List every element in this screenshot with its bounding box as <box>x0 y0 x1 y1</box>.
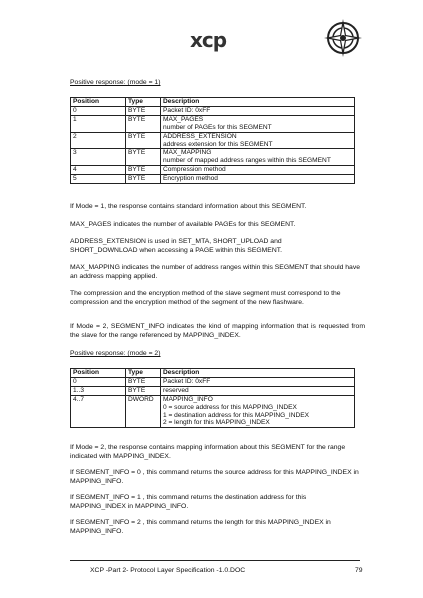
mode2-response-table <box>70 368 355 428</box>
paragraph: If SEGMENT_INFO = 2 , this command returns the length for this MAPPING_INDEX in MAPPING_INFO. <box>70 519 331 535</box>
cell-position: 2 <box>71 132 126 149</box>
cell-position: 1..3 <box>71 386 126 395</box>
cell-description <box>161 395 355 428</box>
cell-description <box>161 115 355 132</box>
page-number: 79 <box>355 567 363 574</box>
mode1-response-table <box>70 97 355 184</box>
cell-description: Packet ID: 0xFF <box>161 377 355 386</box>
cell-type: BYTE <box>126 132 161 149</box>
cell-type: BYTE <box>126 106 161 115</box>
desc-line: 0 = source address for this MAPPING_INDEX <box>163 403 297 411</box>
cell-type: BYTE <box>126 377 161 386</box>
cell-type: BYTE <box>126 166 161 175</box>
desc-line: number of mapped address ranges within this SEGMENT <box>163 157 331 165</box>
cell-description: Compression method <box>161 166 355 175</box>
cell-position: 3 <box>71 149 126 166</box>
compass-logo-icon <box>323 18 363 58</box>
section1-heading: Positive response: (mode = 1) <box>70 79 161 86</box>
desc-line: ADDRESS_EXTENSION <box>163 132 237 140</box>
cell-type: BYTE <box>126 386 161 395</box>
col-type: Type <box>126 98 161 107</box>
table-row <box>71 115 355 132</box>
cell-type: BYTE <box>126 149 161 166</box>
desc-line: MAX_PAGES <box>163 115 204 123</box>
table-row <box>71 377 355 386</box>
cell-position: 4 <box>71 166 126 175</box>
table-row <box>71 106 355 115</box>
brand-logo-text: xcp <box>190 28 227 52</box>
paragraph: If SEGMENT_INFO = 1 , this command returns the destination address for this MAPPING_INDEX in MAPPING_INFO. <box>70 494 307 510</box>
cell-position: 0 <box>71 106 126 115</box>
cell-description: Encryption method <box>161 175 355 184</box>
table-row <box>71 149 355 166</box>
paragraph: If Mode = 2, SEGMENT_INFO indicates the kind of mapping information that is requested from the slave for the range referenced by MAPPING_INDEX. <box>70 323 365 339</box>
col-position: Position <box>71 98 126 107</box>
table-row <box>71 132 355 149</box>
paragraph: If SEGMENT_INFO = 0 , this command returns the source address for this MAPPING_INDEX in MAPPING_INFO. <box>70 469 359 485</box>
cell-position: 0 <box>71 377 126 386</box>
table-row <box>71 386 355 395</box>
section2-heading: Positive response: (mode = 2) <box>70 350 161 357</box>
paragraph: MAX_PAGES indicates the number of available PAGEs for this SEGMENT. <box>70 221 296 228</box>
desc-line: MAPPING_INFO <box>163 395 213 403</box>
col-description: Description <box>161 98 355 107</box>
table-header-row <box>71 369 355 378</box>
table-row <box>71 166 355 175</box>
cell-type: BYTE <box>126 175 161 184</box>
table-row <box>71 395 355 428</box>
col-type: Type <box>126 369 161 378</box>
paragraph: If Mode = 1, the response contains standard information about this SEGMENT. <box>70 203 307 210</box>
paragraph: MAX_MAPPING indicates the number of address ranges within this SEGMENT that should have an address mapping applied. <box>70 264 361 280</box>
cell-position: 5 <box>71 175 126 184</box>
cell-position: 4..7 <box>71 395 126 428</box>
col-description: Description <box>161 369 355 378</box>
cell-description <box>161 149 355 166</box>
footer-text: XCP -Part 2- Protocol Layer Specification -1.0.DOC <box>90 567 246 574</box>
desc-line: 1 = destination address for this MAPPING_INDEX <box>163 411 310 419</box>
cell-type: DWORD <box>126 395 161 428</box>
desc-line: number of PAGEs for this SEGMENT <box>163 123 272 131</box>
cell-type: BYTE <box>126 115 161 132</box>
table-header-row <box>71 98 355 107</box>
cell-description: reserved <box>161 386 355 395</box>
table-row <box>71 175 355 184</box>
col-position: Position <box>71 369 126 378</box>
paragraph: If Mode = 2, the response contains mapping information about this SEGMENT for the range indicated with MAPPING_INDEX. <box>70 444 346 460</box>
paragraph: The compression and the encryption method of the slave segment must correspond to the compression and the encryption method of the segment of the new flashware. <box>70 290 341 306</box>
cell-description <box>161 132 355 149</box>
cell-description: Packet ID: 0xFF <box>161 106 355 115</box>
desc-line: MAX_MAPPING <box>163 149 212 157</box>
cell-position: 1 <box>71 115 126 132</box>
paragraph: ADDRESS_EXTENSION is used in SET_MTA, SHORT_UPLOAD and SHORT_DOWNLOAD when accessing a PAGE within this SEGMENT. <box>70 238 283 254</box>
footer-divider <box>70 560 360 561</box>
desc-line: 2 = length for this MAPPING_INDEX <box>163 419 270 427</box>
desc-line: address extension for this SEGMENT <box>163 140 273 148</box>
